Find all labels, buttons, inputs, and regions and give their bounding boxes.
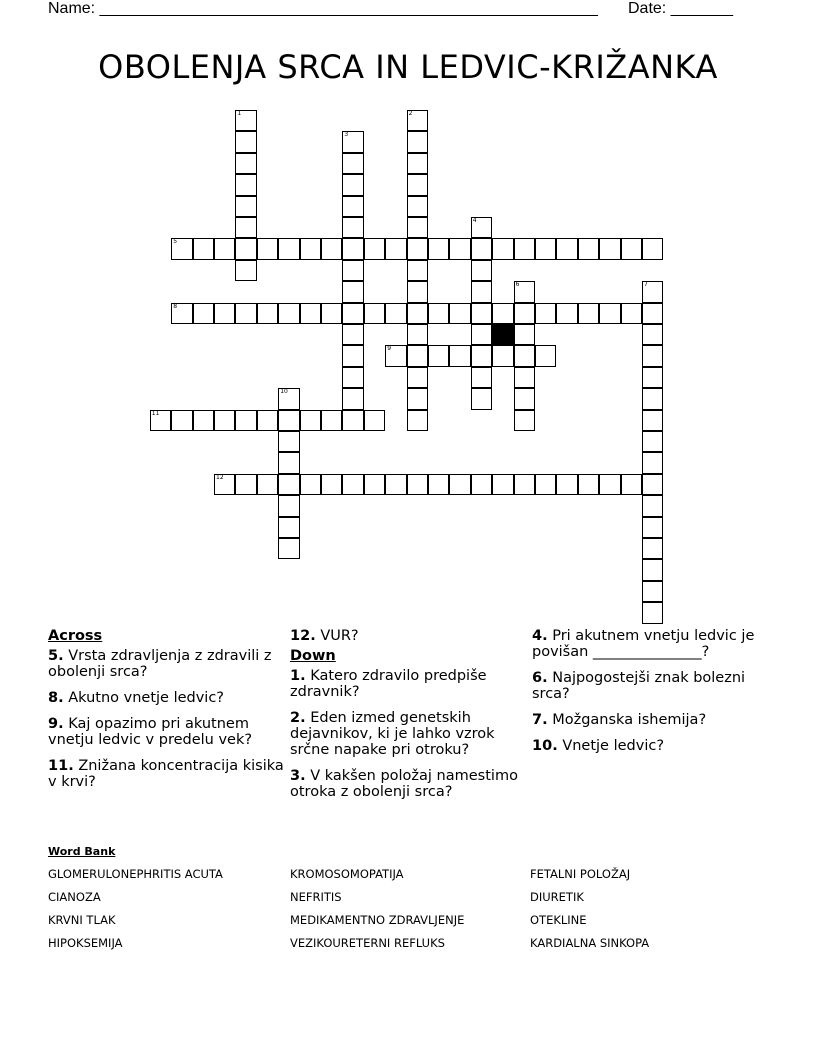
crossword-cell[interactable] — [214, 303, 235, 324]
crossword-cell[interactable] — [407, 303, 428, 324]
crossword-cell[interactable] — [407, 260, 428, 281]
word-bank-item: MEDIKAMENTNO ZDRAVLJENJE — [290, 913, 465, 927]
crossword-cell[interactable] — [407, 238, 428, 259]
crossword-cell[interactable] — [342, 367, 363, 388]
crossword-cell[interactable] — [364, 303, 385, 324]
crossword-cell[interactable] — [300, 474, 321, 495]
crossword-cell[interactable] — [407, 110, 428, 131]
crossword-cell[interactable] — [257, 238, 278, 259]
crossword-cell[interactable] — [278, 452, 299, 473]
crossword-cell[interactable] — [578, 303, 599, 324]
clue-down-2: 2. Eden izmed genetskih dejavnikov, ki je lahko vzrok srčne napake pri otroku? — [290, 710, 495, 758]
crossword-cell[interactable] — [171, 303, 192, 324]
crossword-cell[interactable] — [235, 131, 256, 152]
crossword-cell[interactable] — [642, 410, 663, 431]
crossword-cell[interactable] — [471, 238, 492, 259]
clues-column-2 — [290, 628, 530, 810]
clue-number: 4 — [472, 217, 477, 224]
crossword-cell[interactable] — [471, 388, 492, 409]
crossword-cell[interactable] — [556, 474, 577, 495]
word-bank-item: DIURETIK — [530, 890, 584, 904]
crossword-cell[interactable] — [342, 324, 363, 345]
crossword-cell[interactable] — [278, 303, 299, 324]
crossword-cell[interactable] — [278, 388, 299, 409]
clue-down-7: 7. Možganska ishemija? — [532, 712, 707, 728]
crossword-cell[interactable] — [300, 410, 321, 431]
crossword-cell[interactable] — [514, 324, 535, 345]
page-title: OBOLENJA SRCA IN LEDVIC-KRIŽANKA — [98, 48, 718, 86]
crossword-cell[interactable] — [407, 388, 428, 409]
crossword-cell[interactable] — [514, 367, 535, 388]
crossword-cell[interactable] — [535, 474, 556, 495]
crossword-cell[interactable] — [300, 303, 321, 324]
clue-across-8: 8. Akutno vnetje ledvic? — [48, 690, 225, 706]
crossword-cell[interactable] — [642, 581, 663, 602]
crossword-cell[interactable] — [449, 345, 470, 366]
crossword-cell[interactable] — [321, 410, 342, 431]
clue-number: 2 — [408, 110, 413, 117]
crossword-cell[interactable] — [642, 367, 663, 388]
word-bank-item: OTEKLINE — [530, 913, 587, 927]
crossword-cell[interactable] — [449, 303, 470, 324]
crossword-cell[interactable] — [385, 303, 406, 324]
crossword-cell[interactable] — [428, 345, 449, 366]
crossword-cell[interactable] — [642, 345, 663, 366]
clue-number: 9 — [387, 345, 392, 353]
word-bank-item: GLOMERULONEPHRITIS ACUTA — [48, 867, 223, 881]
crossword-cell[interactable] — [642, 303, 663, 324]
crossword-cell[interactable] — [599, 303, 620, 324]
clue-across-11: 11. Znižana koncentracija kisika v krvi? — [48, 758, 284, 790]
crossword-cell[interactable] — [428, 474, 449, 495]
crossword-cell[interactable] — [385, 238, 406, 259]
clues-column-1 — [48, 628, 288, 800]
crossword-cell[interactable] — [235, 174, 256, 195]
crossword-cell[interactable] — [407, 324, 428, 345]
crossword-cell[interactable] — [214, 238, 235, 259]
crossword-cell[interactable] — [642, 238, 663, 259]
crossword-cell[interactable] — [321, 238, 342, 259]
crossword-cell[interactable] — [150, 410, 171, 431]
black-cell — [492, 324, 513, 345]
crossword-cell[interactable] — [342, 153, 363, 174]
crossword-cell[interactable] — [235, 153, 256, 174]
clue-number: 6 — [515, 281, 520, 289]
crossword-cell[interactable] — [407, 217, 428, 238]
crossword-cell[interactable] — [407, 281, 428, 302]
crossword-cell[interactable] — [621, 303, 642, 324]
crossword-cell[interactable] — [407, 474, 428, 495]
crossword-cell[interactable] — [556, 303, 577, 324]
crossword-cell[interactable] — [342, 474, 363, 495]
crossword-cell[interactable] — [428, 303, 449, 324]
crossword-cell[interactable] — [321, 474, 342, 495]
crossword-cell[interactable] — [342, 388, 363, 409]
clue-down-3: 3. V kakšen položaj namestimo otroka z obolenji srca? — [290, 768, 518, 800]
crossword-cell[interactable] — [235, 217, 256, 238]
crossword-cell[interactable] — [642, 452, 663, 473]
crossword-cell[interactable] — [514, 474, 535, 495]
crossword-cell[interactable] — [407, 367, 428, 388]
crossword-cell[interactable] — [492, 238, 513, 259]
crossword-cell[interactable] — [642, 474, 663, 495]
crossword-cell[interactable] — [214, 474, 235, 495]
crossword-cell[interactable] — [578, 474, 599, 495]
crossword-cell[interactable] — [535, 345, 556, 366]
crossword-cell[interactable] — [471, 260, 492, 281]
crossword-cell[interactable] — [364, 238, 385, 259]
crossword-cell[interactable] — [278, 410, 299, 431]
clue-number: 1 — [237, 110, 242, 117]
crossword-cell[interactable] — [621, 238, 642, 259]
crossword-cell[interactable] — [235, 260, 256, 281]
word-bank-item: NEFRITIS — [290, 890, 342, 904]
clue-down-1: 1. Katero zdravilo predpiše zdravnik? — [290, 668, 487, 700]
crossword-cell[interactable] — [599, 238, 620, 259]
crossword-cell[interactable] — [342, 281, 363, 302]
crossword-cell[interactable] — [642, 517, 663, 538]
crossword-cell[interactable] — [257, 410, 278, 431]
clue-number: 5 — [173, 238, 178, 246]
crossword-cell[interactable] — [278, 238, 299, 259]
crossword-cell[interactable] — [514, 388, 535, 409]
crossword-cell[interactable] — [342, 196, 363, 217]
crossword-cell[interactable] — [642, 538, 663, 559]
word-bank-item: HIPOKSEMIJA — [48, 936, 123, 950]
crossword-cell[interactable] — [364, 474, 385, 495]
crossword-cell[interactable] — [407, 174, 428, 195]
crossword-cell[interactable] — [449, 474, 470, 495]
crossword-cell[interactable] — [235, 474, 256, 495]
crossword-cell[interactable] — [449, 238, 470, 259]
crossword-cell[interactable] — [492, 303, 513, 324]
word-bank-item: KARDIALNA SINKOPA — [530, 936, 650, 950]
crossword-cell[interactable] — [278, 517, 299, 538]
crossword-cell[interactable] — [407, 410, 428, 431]
crossword-cell[interactable] — [492, 345, 513, 366]
crossword-cell[interactable] — [407, 131, 428, 152]
crossword-cell[interactable] — [642, 324, 663, 345]
clue-number: 10 — [280, 388, 288, 396]
crossword-cell[interactable] — [171, 410, 192, 431]
crossword-cell[interactable] — [257, 474, 278, 495]
crossword-cell[interactable] — [471, 217, 492, 238]
crossword-cell[interactable] — [556, 238, 577, 259]
crossword-cell[interactable] — [642, 559, 663, 580]
crossword-cell[interactable] — [385, 345, 406, 366]
crossword-cell[interactable] — [257, 303, 278, 324]
clue-number: 3 — [344, 131, 349, 139]
clue-number: 12 — [216, 473, 224, 481]
crossword-cell[interactable] — [514, 238, 535, 259]
crossword-cell[interactable] — [364, 410, 385, 431]
clue-down-10: 10. Vnetje ledvic? — [532, 738, 665, 754]
crossword-cell[interactable] — [599, 474, 620, 495]
crossword-cell[interactable] — [321, 303, 342, 324]
crossword-cell[interactable] — [342, 131, 363, 152]
date-line: Date: _______ — [628, 0, 733, 17]
crossword-cell[interactable] — [471, 345, 492, 366]
clue-across-12: 12. VUR? — [290, 628, 359, 644]
crossword-cell[interactable] — [235, 410, 256, 431]
clue-down-6: 6. Najpogostejši znak bolezni srca? — [532, 670, 746, 702]
crossword-cell[interactable] — [471, 281, 492, 302]
crossword-cell[interactable] — [278, 495, 299, 516]
crossword-cell[interactable] — [342, 303, 363, 324]
crossword-cell[interactable] — [407, 345, 428, 366]
crossword-cell[interactable] — [342, 217, 363, 238]
word-bank-item: KROMOSOMOPATIJA — [290, 867, 404, 881]
clue-number: 11 — [151, 409, 160, 417]
clue-across-9: 9. Kaj opazimo pri akutnem vnetju ledvic v predelu vek? — [48, 716, 253, 748]
down-heading: Down — [290, 648, 336, 664]
crossword-cell[interactable] — [514, 303, 535, 324]
crossword-cell[interactable] — [471, 303, 492, 324]
clue-across-5: 5. Vrsta zdravljenja z zdravili z obolenji srca? — [48, 648, 272, 680]
crossword-cell[interactable] — [471, 367, 492, 388]
crossword-cell[interactable] — [514, 410, 535, 431]
crossword-cell[interactable] — [642, 431, 663, 452]
clue-number: 8 — [173, 302, 178, 310]
crossword-cell[interactable] — [278, 538, 299, 559]
crossword-cell[interactable] — [193, 410, 214, 431]
clue-number: 7 — [644, 281, 648, 289]
clue-down-4: 4. Pri akutnem vnetju ledvic je povišan _______________? — [532, 628, 755, 660]
crossword-cell[interactable] — [642, 495, 663, 516]
crossword-cell[interactable] — [642, 602, 663, 623]
crossword-cell[interactable] — [514, 345, 535, 366]
crossword-cell[interactable] — [235, 238, 256, 259]
crossword-cell[interactable] — [235, 110, 256, 131]
across-heading: Across — [48, 628, 103, 644]
clues-column-3 — [532, 628, 772, 764]
crossword-cell[interactable] — [428, 238, 449, 259]
crossword-cell[interactable] — [235, 196, 256, 217]
crossword-cell[interactable] — [193, 303, 214, 324]
crossword-cell[interactable] — [171, 238, 192, 259]
crossword-cell[interactable] — [278, 474, 299, 495]
word-bank-title: Word Bank — [48, 845, 116, 858]
crossword-cell[interactable] — [578, 238, 599, 259]
word-bank-item: CIANOZA — [48, 890, 101, 904]
crossword-cell[interactable] — [492, 474, 513, 495]
crossword-cell[interactable] — [278, 431, 299, 452]
crossword-cell[interactable] — [342, 238, 363, 259]
crossword-cell[interactable] — [342, 410, 363, 431]
crossword-cell[interactable] — [407, 196, 428, 217]
crossword-cell[interactable] — [342, 260, 363, 281]
word-bank-item: KRVNI TLAK — [48, 913, 116, 927]
crossword-cell[interactable] — [535, 238, 556, 259]
name-line: Name: ________________________________________________________ — [48, 0, 598, 17]
crossword-cell[interactable] — [214, 410, 235, 431]
crossword-cell[interactable] — [407, 153, 428, 174]
crossword-cell[interactable] — [642, 388, 663, 409]
crossword-cell[interactable] — [300, 238, 321, 259]
crossword-cell[interactable] — [621, 474, 642, 495]
word-bank-item: FETALNI POLOŽAJ — [530, 867, 631, 881]
crossword-cell[interactable] — [471, 474, 492, 495]
crossword-cell[interactable] — [193, 238, 214, 259]
crossword-cell[interactable] — [471, 324, 492, 345]
crossword-cell[interactable] — [642, 281, 663, 302]
word-bank-item: VEZIKOURETERNI REFLUKS — [290, 936, 445, 950]
crossword-cell[interactable] — [535, 303, 556, 324]
crossword-cell[interactable] — [342, 174, 363, 195]
crossword-cell[interactable] — [385, 474, 406, 495]
crossword-cell[interactable] — [514, 281, 535, 302]
crossword-cell[interactable] — [342, 345, 363, 366]
crossword-cell[interactable] — [235, 303, 256, 324]
